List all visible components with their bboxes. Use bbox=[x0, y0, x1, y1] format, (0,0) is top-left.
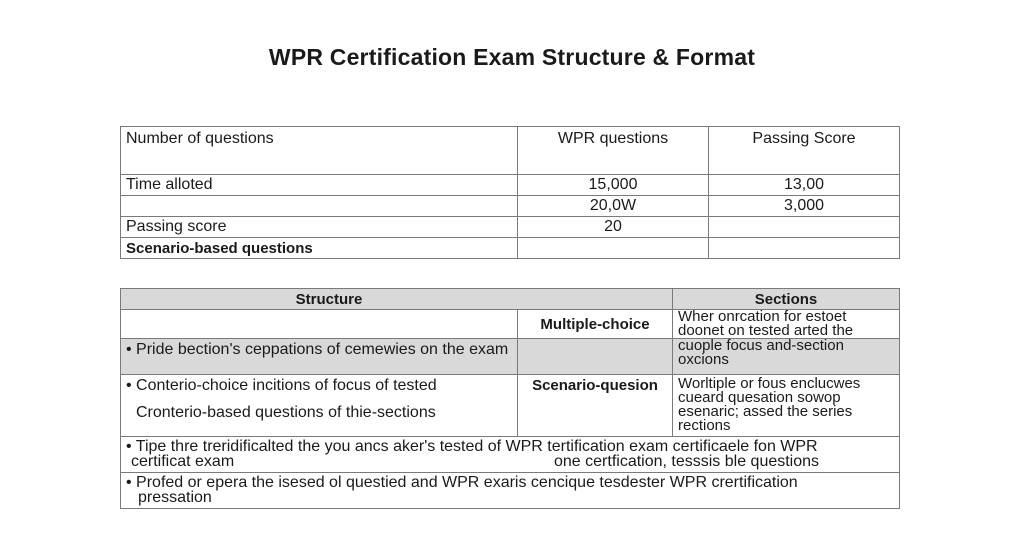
cell-text: one certfication, tesssis ble questions bbox=[554, 453, 820, 470]
table-row bbox=[121, 238, 900, 259]
table-cell: Passing score bbox=[121, 217, 518, 238]
table-cell bbox=[518, 238, 709, 259]
exam-structure-table bbox=[120, 288, 900, 509]
table-cell bbox=[121, 437, 900, 473]
table-row bbox=[121, 175, 900, 196]
table-row bbox=[121, 196, 900, 217]
cell-line: • Profed or epera the isesed ol questied and WPR exaris cencique tesdester WPR crertification bbox=[126, 474, 798, 491]
cell-line: doonet on tested arted the bbox=[678, 322, 854, 339]
table-cell bbox=[518, 339, 673, 375]
table-cell: Passing Score bbox=[709, 127, 900, 175]
cell-line: cuople focus and-section bbox=[678, 337, 844, 354]
cell-line: pressation bbox=[138, 489, 212, 506]
table-row bbox=[121, 339, 900, 375]
table-cell bbox=[673, 310, 900, 339]
table-cell: Multiple-choice bbox=[518, 310, 673, 339]
table-row bbox=[121, 127, 900, 175]
table-row bbox=[121, 217, 900, 238]
table-cell: WPR questions bbox=[518, 127, 709, 175]
table-cell bbox=[709, 238, 900, 259]
table-row bbox=[121, 437, 900, 473]
table-cell: 3,000 bbox=[709, 196, 900, 217]
table-cell bbox=[121, 375, 518, 437]
table-cell: 20,0W bbox=[518, 196, 709, 217]
cell-line: Worltiple or fous enclucwes bbox=[678, 375, 861, 392]
column-header-structure: Structure bbox=[121, 289, 673, 310]
table-cell: Number of questions bbox=[121, 127, 518, 175]
table-cell bbox=[673, 375, 900, 437]
table-cell: 20 bbox=[518, 217, 709, 238]
table-cell bbox=[121, 310, 518, 339]
column-header-sections: Sections bbox=[673, 289, 900, 310]
cell-line: Wher onrcation for estoet bbox=[678, 308, 847, 325]
table-row bbox=[121, 375, 900, 437]
table-cell bbox=[709, 217, 900, 238]
table-cell: • Pride bection's ceppations of cemewies on the exam bbox=[121, 339, 518, 375]
cell-line: cueard quesation sowop bbox=[678, 389, 841, 406]
table-header-row bbox=[121, 289, 900, 310]
table-cell: 13,00 bbox=[709, 175, 900, 196]
cell-line: • Conterio-choice incitions of focus of tested bbox=[126, 377, 437, 394]
cell-line: esenaric; assed the series bbox=[678, 403, 853, 420]
table-row bbox=[121, 310, 900, 339]
page-title: WPR Certification Exam Structure & Format bbox=[268, 44, 756, 70]
cell-line: rections bbox=[678, 417, 731, 434]
table-cell: Scenario-based questions bbox=[121, 238, 518, 259]
cell-line: Cronterio-based questions of thie-sections bbox=[136, 404, 436, 421]
cell-text: certificat exam bbox=[131, 453, 235, 470]
table-cell: Scenario-quesion bbox=[518, 375, 673, 437]
cell-line: oxcions bbox=[678, 351, 729, 368]
table-row bbox=[121, 473, 900, 509]
table-cell bbox=[121, 196, 518, 217]
exam-summary-table bbox=[120, 126, 900, 259]
cell-line-wrap bbox=[126, 454, 894, 470]
table-cell bbox=[673, 339, 900, 375]
table-cell: 15,000 bbox=[518, 175, 709, 196]
table-cell: Time alloted bbox=[121, 175, 518, 196]
table-cell bbox=[121, 473, 900, 509]
cell-line: • Tipe thre treridificalted the you ancs aker's tested of WPR tertification exam certificaele fon WPR bbox=[126, 438, 818, 455]
